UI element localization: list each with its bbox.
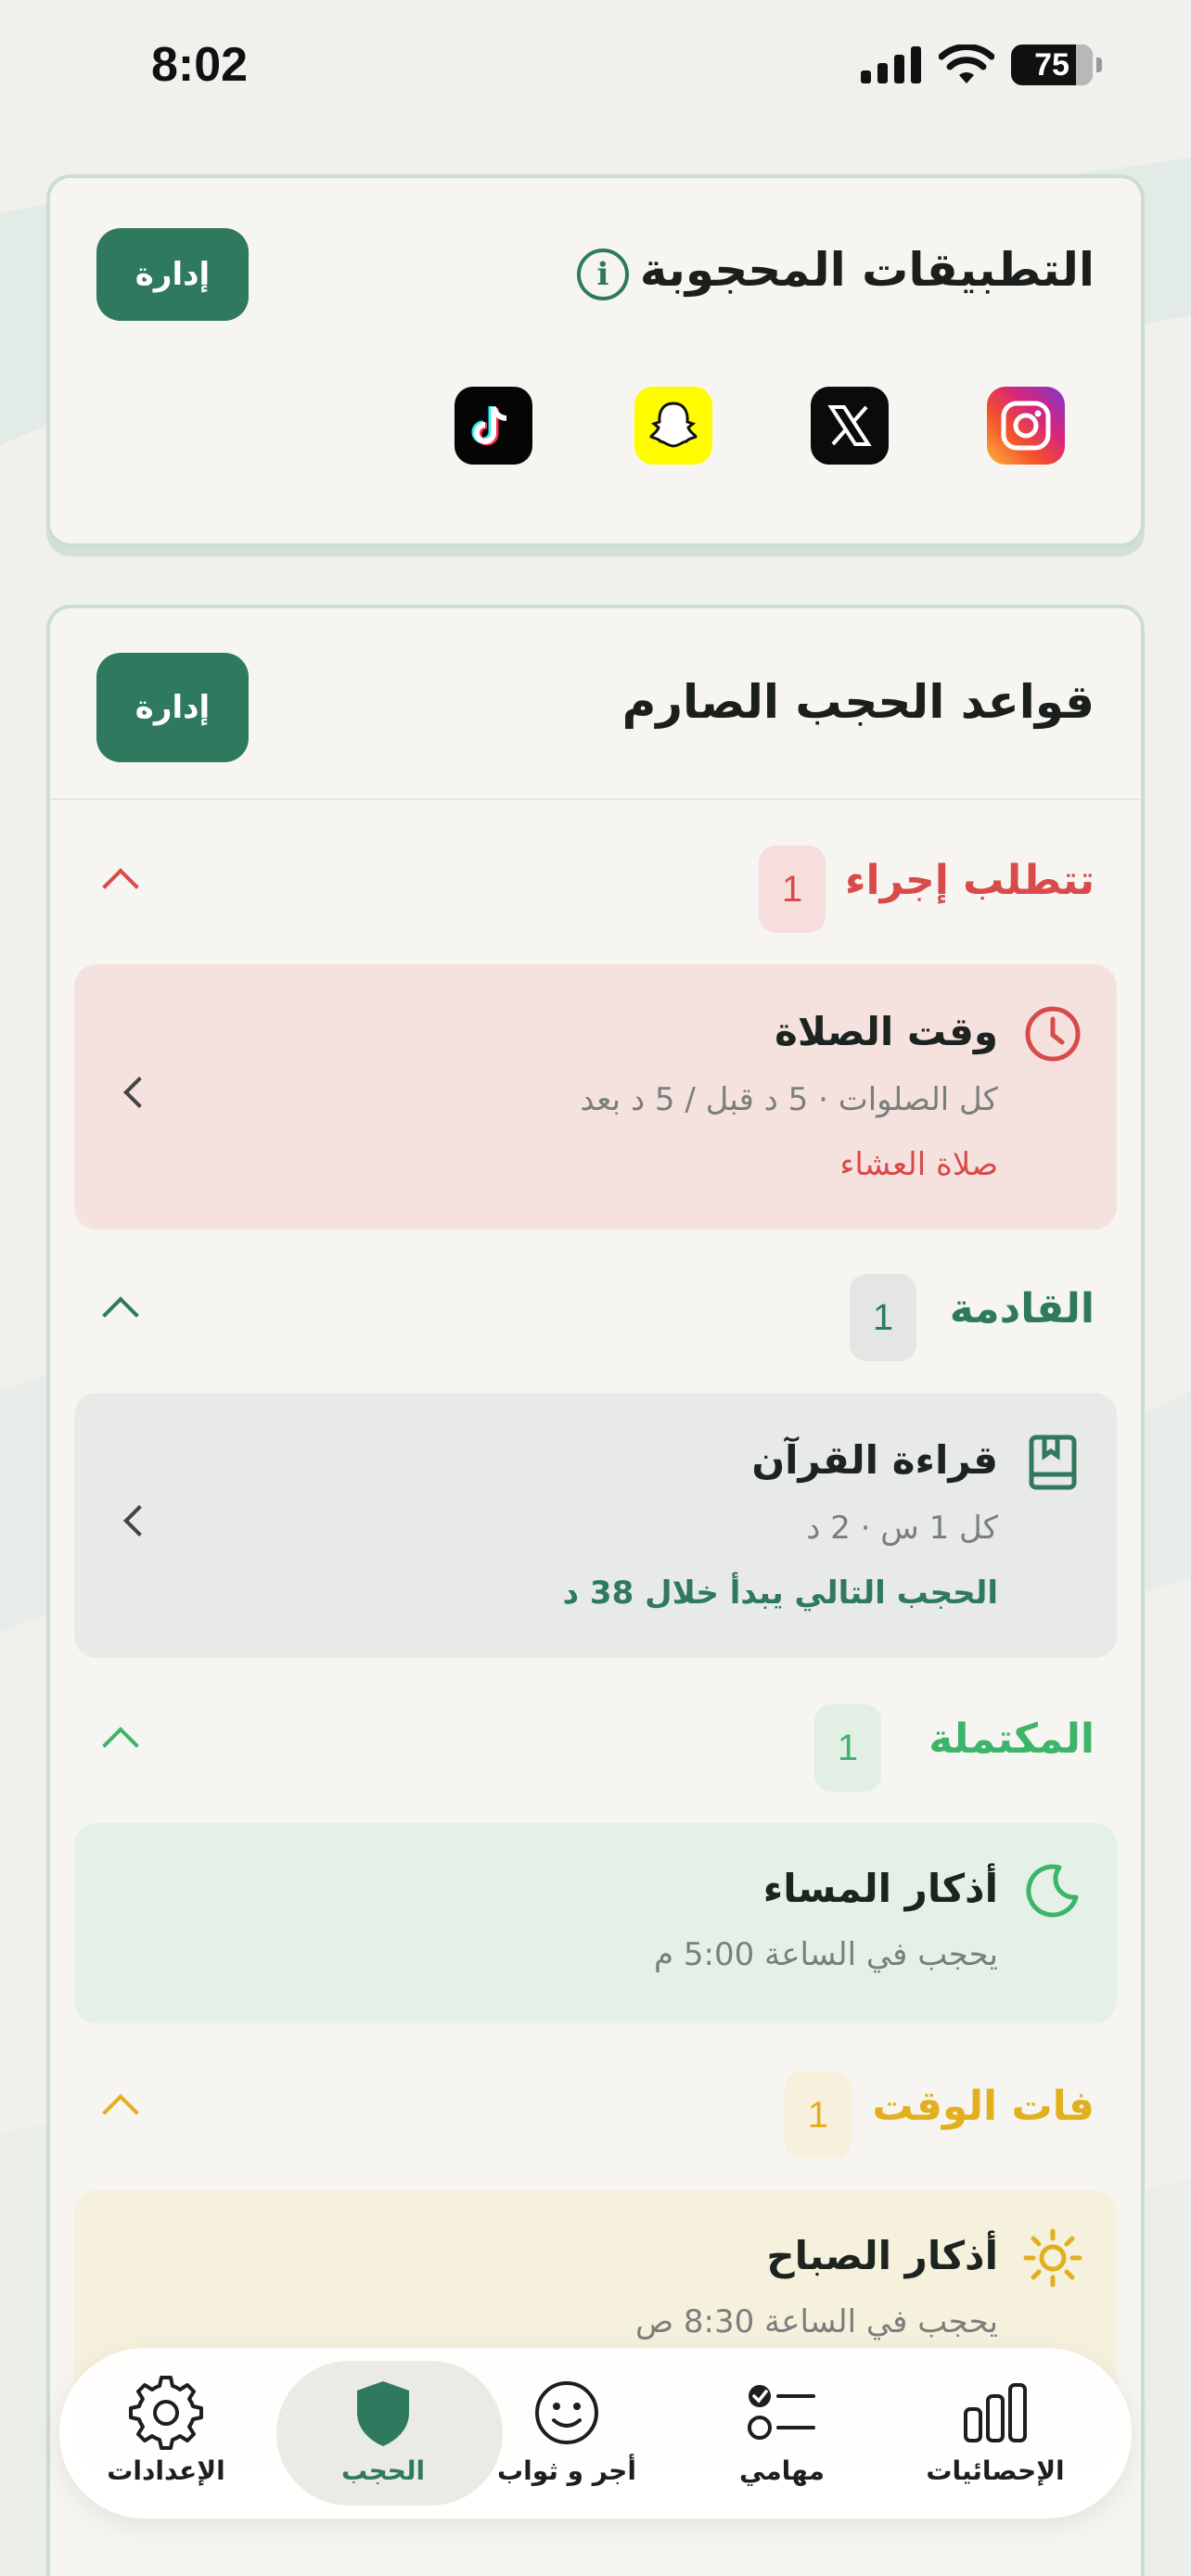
section-completed[interactable] — [96, 1699, 1095, 1792]
rule-note: صلاة العشاء — [839, 1146, 998, 1183]
instagram-icon — [987, 387, 1065, 465]
info-icon[interactable]: i — [577, 249, 629, 300]
book-icon — [1022, 1432, 1083, 1493]
tiktok-icon — [455, 387, 532, 465]
wifi-icon — [939, 45, 994, 85]
tab-label: الإعدادات — [107, 2455, 225, 2486]
moon-icon — [1022, 1860, 1083, 1921]
tab-blocking[interactable] — [276, 2348, 490, 2519]
divider — [50, 798, 1141, 800]
manage-blocked-apps-button[interactable]: إدارة — [96, 228, 249, 321]
manage-strict-rules-button[interactable]: إدارة — [96, 653, 249, 762]
gear-icon — [129, 2376, 203, 2450]
chevron-up-icon[interactable] — [102, 1296, 139, 1333]
stats-icon — [958, 2376, 1032, 2450]
chevron-up-icon[interactable] — [102, 1727, 139, 1764]
bottom-tab-bar — [59, 2348, 1132, 2519]
tab-settings[interactable] — [59, 2348, 273, 2519]
blocked-apps-card — [46, 174, 1145, 547]
blocked-apps-title: التطبيقات المحجوبة — [639, 243, 1095, 297]
rule-card-quran-reading[interactable] — [74, 1393, 1117, 1658]
smiley-icon — [530, 2376, 604, 2450]
count-badge: 1 — [814, 1704, 881, 1792]
rule-card-evening-adhkar[interactable] — [74, 1823, 1117, 2023]
shield-icon — [346, 2376, 420, 2450]
tab-my-tasks[interactable] — [675, 2348, 889, 2519]
section-label: تتطلب إجراء — [845, 857, 1095, 904]
cellular-signal-icon — [861, 46, 922, 83]
rule-subtitle: يحجب في الساعة 5:00 م — [654, 1936, 998, 1973]
chevron-left-icon — [123, 1505, 155, 1537]
rule-subtitle: كل الصلوات · 5 د قبل / 5 د بعد — [580, 1081, 998, 1118]
section-label: فات الوقت — [872, 2083, 1095, 2130]
strict-rules-title: قواعد الحجب الصارم — [621, 675, 1095, 729]
section-upcoming[interactable] — [96, 1269, 1095, 1361]
chevron-up-icon[interactable] — [102, 2094, 139, 2131]
strict-rules-card — [46, 605, 1145, 2576]
status-time: 8:02 — [151, 38, 249, 92]
rule-subtitle: كل 1 س · 2 د — [806, 1510, 998, 1547]
tab-statistics[interactable] — [889, 2348, 1102, 2519]
rule-title: أذكار المساء — [762, 1866, 998, 1911]
section-action-required[interactable] — [96, 840, 1095, 933]
status-bar — [0, 0, 1191, 139]
tab-label: الحجب — [340, 2455, 426, 2486]
status-icons — [861, 45, 1102, 85]
rule-title: وقت الصلاة — [775, 1009, 998, 1054]
x-icon — [811, 387, 889, 465]
rule-card-prayer-time[interactable] — [74, 964, 1117, 1230]
count-badge: 1 — [850, 1274, 916, 1361]
count-badge: 1 — [785, 2072, 852, 2159]
sun-icon — [1022, 2227, 1083, 2289]
tab-label: الإحصائيات — [926, 2455, 1065, 2486]
rule-title: قراءة القرآن — [751, 1437, 998, 1483]
rule-note: الحجب التالي يبدأ خلال 38 د — [562, 1575, 998, 1612]
battery-indicator — [1011, 45, 1093, 85]
tab-label: مهامي — [739, 2455, 825, 2486]
tasks-icon — [745, 2376, 819, 2450]
section-label: المكتملة — [928, 1715, 1095, 1763]
chevron-left-icon — [123, 1077, 155, 1108]
rule-subtitle: يحجب في الساعة 8:30 ص — [634, 2303, 998, 2340]
snapchat-icon — [634, 387, 712, 465]
chevron-up-icon[interactable] — [102, 868, 139, 905]
section-label: القادمة — [949, 1285, 1095, 1333]
rule-title: أذكار الصباح — [766, 2233, 998, 2278]
count-badge: 1 — [759, 846, 826, 933]
tab-label: أجر و ثواب — [497, 2455, 636, 2486]
section-missed[interactable] — [96, 2066, 1095, 2159]
battery-level: 75 — [1034, 46, 1069, 83]
clock-icon — [1022, 1003, 1083, 1065]
